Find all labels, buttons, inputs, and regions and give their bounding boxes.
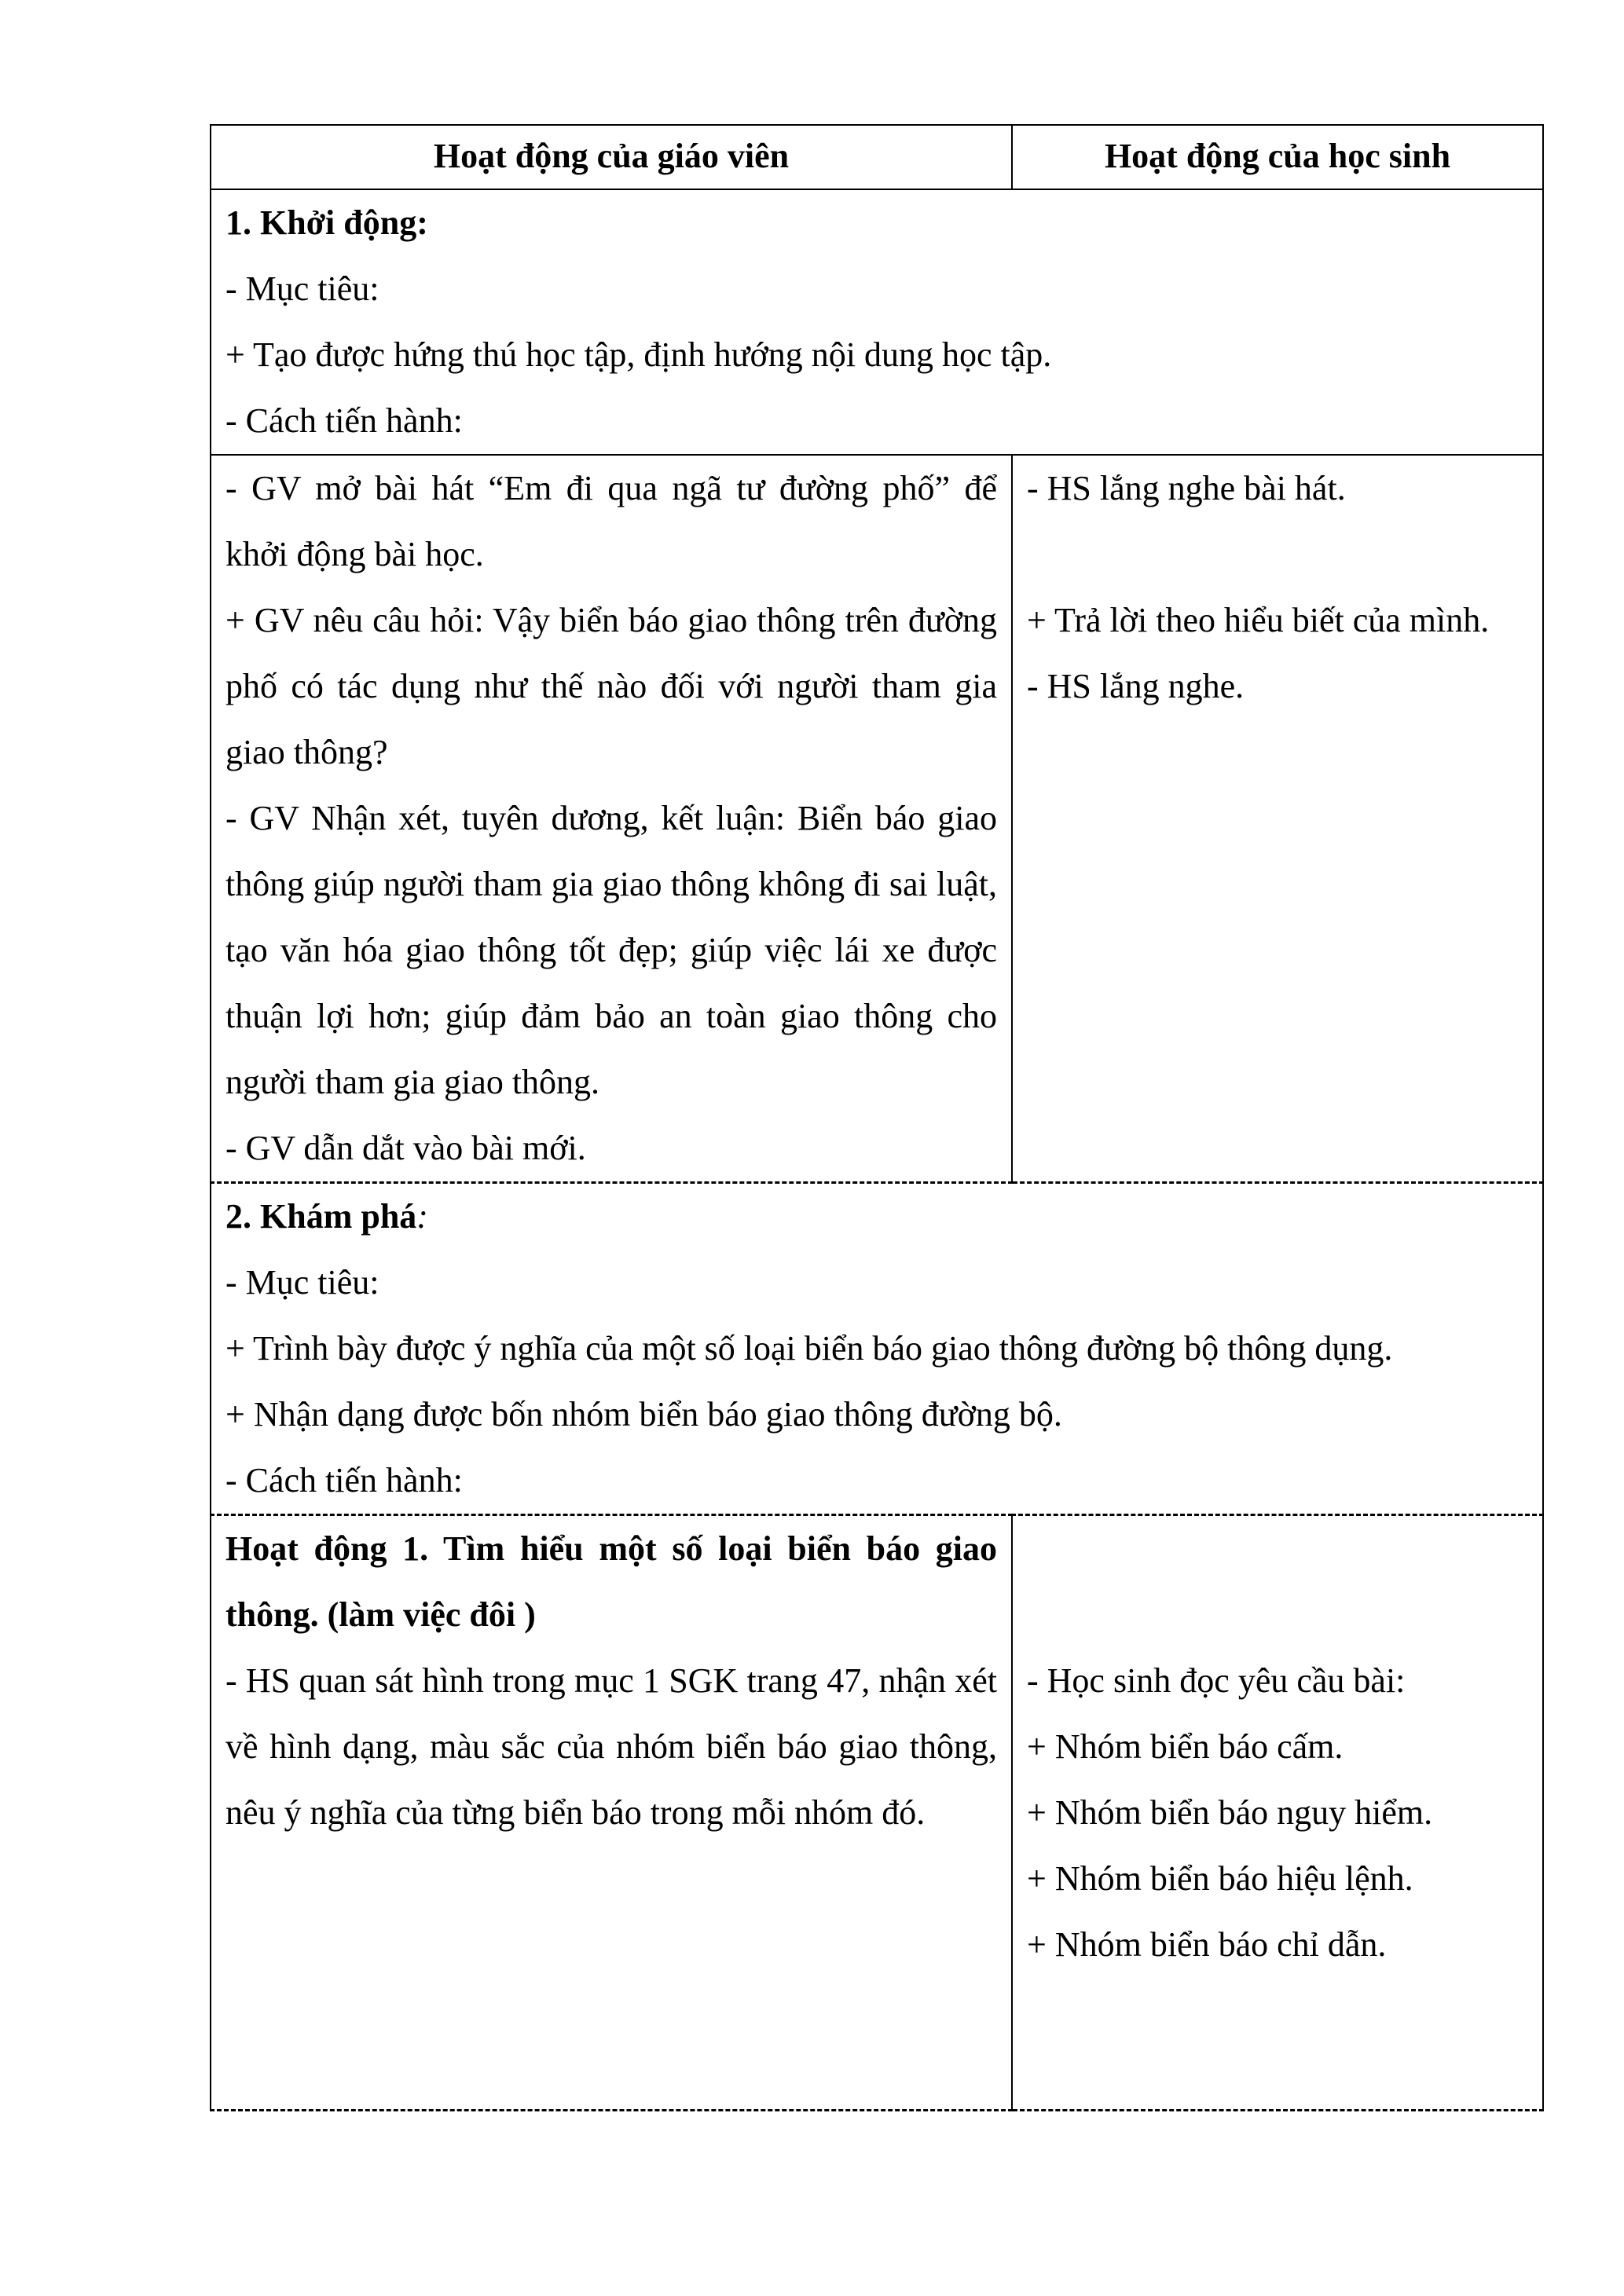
section2-intro-row [211,1183,1543,1515]
student-step: + Nhóm biển báo hiệu lệnh. [1027,1859,1413,1898]
section2-teacher-cell [211,1515,1012,2111]
section1-title: 1. Khởi động: [225,203,428,242]
section1-student-cell [1012,455,1543,1183]
student-step: + Nhóm biển báo cấm. [1027,1727,1344,1766]
section1-line: - Cách tiến hành: [225,401,463,440]
section2-intro-cell [211,1183,1543,1515]
table-header-row [211,125,1543,189]
section2-line: - Mục tiêu: [225,1263,379,1302]
student-step: + Nhóm biển báo chỉ dẫn. [1027,1925,1387,1964]
student-step: - Học sinh đọc yêu cầu bài: [1027,1661,1406,1700]
teacher-step: - GV Nhận xét, tuyên dương, kết luận: Biển báo giao thông giúp người tham gia giao thông không đi sai luật, tạo văn hóa giao thông tốt đẹp; giúp việc lái xe được thuận lợi hơn; giúp đảm bảo an toàn giao thông cho người tham gia giao thông. [225,799,997,1101]
student-step: + Trả lời theo hiểu biết của mình. [1027,601,1490,639]
section2-line: + Trình bày được ý nghĩa của một số loại biển báo giao thông đường bộ thông dụng. [225,1329,1393,1368]
section1-teacher-cell [211,455,1012,1183]
teacher-step: + GV nêu câu hỏi: Vậy biển báo giao thông trên đường phố có tác dụng như thế nào đối với người tham gia giao thông? [225,601,997,771]
section1-intro-row [211,189,1543,455]
section2-title-suffix: : [416,1197,428,1236]
section1-intro-cell [211,189,1543,455]
teacher-step: - HS quan sát hình trong mục 1 SGK trang 47, nhận xét về hình dạng, màu sắc của nhóm biển báo giao thông, nêu ý nghĩa của từng biển báo trong mỗi nhóm đó. [225,1661,997,1832]
header-student-activity: Hoạt động của học sinh [1012,125,1543,189]
section2-line: + Nhận dạng được bốn nhóm biển báo giao thông đường bộ. [225,1395,1062,1434]
section2-student-cell [1012,1515,1543,2111]
teacher-step: - GV dẫn dắt vào bài mới. [225,1129,586,1167]
student-step: - HS lắng nghe bài hát. [1027,469,1346,507]
section2-activity-row [211,1515,1543,2111]
lesson-plan-table [210,124,1544,2111]
section1-line: + Tạo được hứng thú học tập, định hướng nội dung học tập. [225,335,1052,374]
activity1-title: Hoạt động 1. Tìm hiểu một số loại biển báo giao thông. (làm việc đôi ) [225,1529,997,1634]
student-step: + Nhóm biển báo nguy hiểm. [1027,1793,1433,1832]
section2-title: 2. Khám phá [225,1197,417,1236]
section1-activity-row [211,455,1543,1183]
student-step: - HS lắng nghe. [1027,667,1245,705]
header-teacher-activity: Hoạt động của giáo viên [211,125,1012,189]
section2-line: - Cách tiến hành: [225,1461,463,1500]
teacher-step: - GV mở bài hát “Em đi qua ngã tư đường phố” để khởi động bài học. [225,469,997,573]
section1-line: - Mục tiêu: [225,269,379,308]
